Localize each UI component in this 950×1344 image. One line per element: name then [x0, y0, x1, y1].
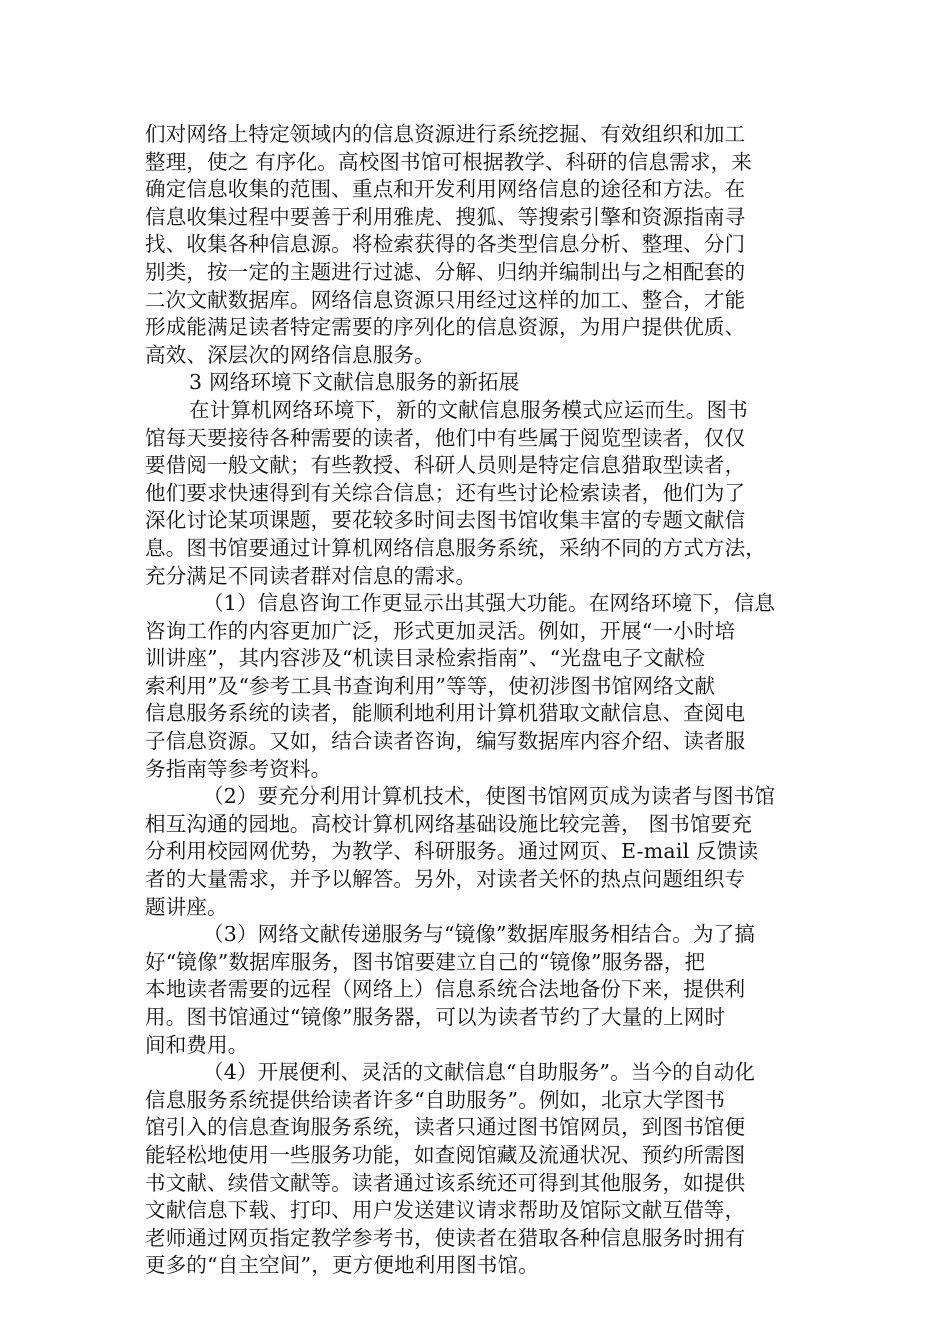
text-line: 充分满足不同读者群对信息的需求。 [145, 563, 477, 588]
text-line: 书文献、续借文献等。读者通过该系统还可得到其他服务，如提供 [145, 1170, 746, 1195]
text-line: 相互沟通的园地。高校计算机网络基础设施比较完善， 图书馆要充 [145, 811, 753, 836]
text-line: 形成能满足读者特定需要的序列化的信息资源，为用户提供优质、 [145, 315, 746, 340]
text-line: 整理，使之 有序化。高校图书馆可根据教学、科研的信息需求，来 [145, 149, 753, 174]
text-line: 要借阅一般文献；有些教授、科研人员则是特定信息猎取型读者， [145, 453, 746, 478]
text-line: 3 网络环境下文献信息服务的新拓展 [189, 370, 520, 395]
text-line: 息。图书馆要通过计算机网络信息服务系统，采纳不同的方式方法， [145, 535, 766, 560]
text-line: 信息收集过程中要善于利用雅虎、搜狐、等搜索引擎和资源指南寻 [145, 204, 746, 229]
text-line: 二次文献数据库。网络信息资源只用经过这样的加工、整合，才能 [145, 287, 746, 312]
text-line: 馆每天要接待各种需要的读者，他们中有些属于阅览型读者，仅仅 [145, 425, 746, 450]
text-line: 老师通过网页指定教学参考书，使读者在猎取各种信息服务时拥有 [145, 1225, 746, 1250]
text-line: 子信息资源。又如，结合读者咨询，编写数据库内容介绍、读者服 [145, 729, 746, 754]
text-line: （1）信息咨询工作更显示出其强大功能。在网络环境下，信息 [203, 591, 776, 616]
text-line: 题讲座。 [145, 894, 228, 919]
text-line: 分利用校园网优势，为教学、科研服务。通过网页、E-mail 反馈读 [145, 839, 759, 864]
text-line: 高效、深层次的网络信息服务。 [145, 342, 435, 367]
text-line: 更多的“自主空间”，更方便地利用图书馆。 [145, 1253, 539, 1278]
text-line: 馆引入的信息查询服务系统，读者只通过图书馆网员，到图书馆便 [145, 1115, 746, 1140]
text-line: 好“镜像”数据库服务，图书馆要建立自己的“镜像”服务器，把 [145, 949, 706, 974]
text-line: 深化讨论某项课题，要花较多时间去图书馆收集丰富的专题文献信 [145, 508, 746, 533]
text-line: 务指南等参考资料。 [145, 756, 332, 781]
text-line: 者的大量需求，并予以解答。另外，对读者关怀的热点问题组织专 [145, 867, 746, 892]
text-line: 间和费用。 [145, 1032, 249, 1057]
document-body [145, 121, 805, 1280]
text-line: 能轻松地使用一些服务功能，如查阅馆藏及流通状况、预约所需图 [145, 1142, 746, 1167]
text-line: （3）网络文献传递服务与“镜像”数据库服务相结合。为了搞 [203, 922, 756, 947]
text-line: 找、收集各种信息源。将检索获得的各类型信息分析、整理、分门 [145, 232, 746, 257]
text-line: 们对网络上特定领域内的信息资源进行系统挖掘、有效组织和加工 [145, 122, 746, 146]
text-line: 训讲座”，其内容涉及“机读目录检索指南”、“光盘电子文献检 [145, 646, 706, 671]
text-line: 在计算机网络环境下，新的文献信息服务模式应运而生。图书 [189, 397, 748, 422]
text-line: （2）要充分利用计算机技术，使图书馆网页成为读者与图书馆 [203, 784, 776, 809]
text-line: 确定信息收集的范围、重点和开发利用网络信息的途径和方法。在 [145, 177, 746, 202]
text-line: 用。图书馆通过“镜像”服务器，可以为读者节约了大量的上网时 [145, 1005, 726, 1029]
text-line: 别类，按一定的主题进行过滤、分解、归纳并编制出与之相配套的 [145, 259, 746, 284]
text-line: 他们要求快速得到有关综合信息；还有些讨论检索读者，他们为了 [145, 480, 746, 505]
text-line: （4）开展便利、灵活的文献信息“自助服务”。当今的自动化 [203, 1060, 756, 1085]
text-line: 信息服务系统提供给读者许多“自助服务”。例如，北京大学图书 [145, 1087, 726, 1112]
text-line: 信息服务系统的读者，能顺利地利用计算机猎取文献信息、查阅电 [145, 701, 746, 726]
text-line: 本地读者需要的远程（网络上）信息系统合法地备份下来，提供利 [145, 977, 746, 1002]
text-line: 咨询工作的内容更加广泛，形式更加灵活。例如，开展“一小时培 [145, 618, 736, 643]
text-line: 索利用”及“参考工具书查询利用”等等，使初涉图书馆网络文献 [145, 673, 716, 698]
text-line: 文献信息下载、打印、用户发送建议请求帮助及馆际文献互借等， [145, 1198, 746, 1223]
